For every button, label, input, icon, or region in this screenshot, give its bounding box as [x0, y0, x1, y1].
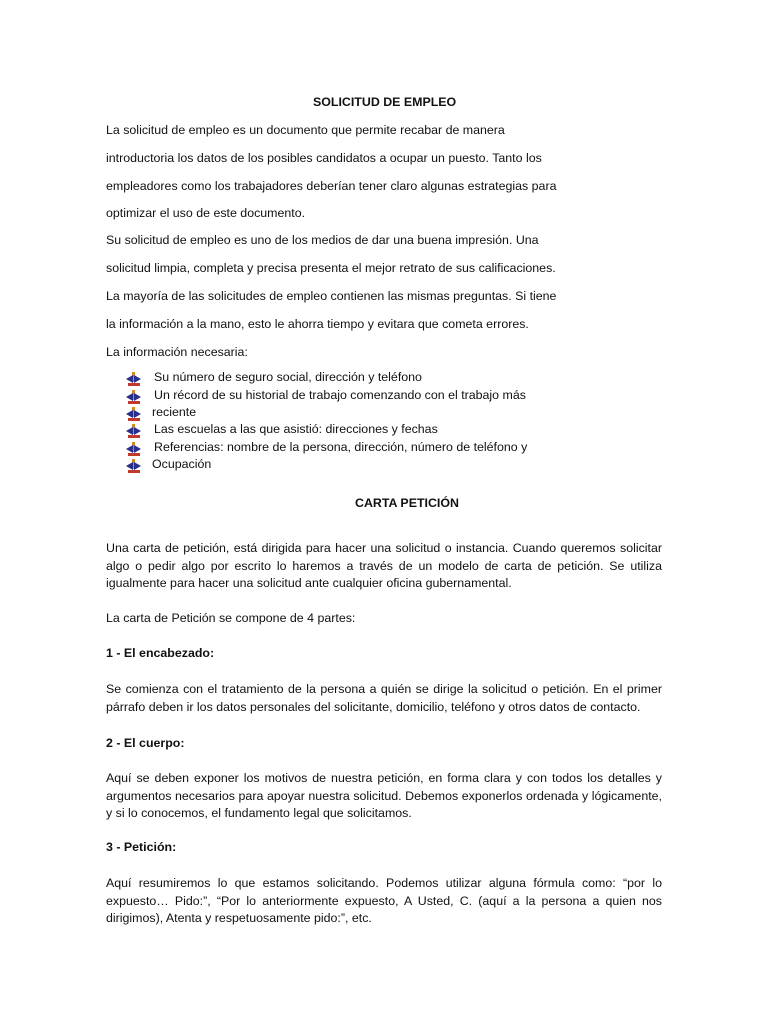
- list-item-text: Su número de seguro social, dirección y teléfono: [154, 370, 422, 384]
- section-body: Se comienza con el tratamiento de la persona a quién se dirige la solicitud o petición. En el primer párrafo deben ir los datos personales del solicitante, domicilio, teléfono y otros datos de contacto.: [106, 682, 662, 714]
- intro-line: empleadores como los trabajadores deberían tener claro algunas estrategias para: [106, 179, 557, 193]
- intro-line: la información a la mano, esto le ahorra tiempo y evitara que cometa errores.: [106, 317, 529, 331]
- list-item-text: Las escuelas a las que asistió: direcciones y fechas: [154, 422, 438, 436]
- arrow-bullet-icon: [126, 390, 142, 404]
- intro-line: La mayoría de las solicitudes de empleo contienen las mismas preguntas. Si tiene: [106, 289, 557, 303]
- section-body: Aquí resumiremos lo que estamos solicitando. Podemos utilizar alguna fórmula como: “por lo expuesto… Pido:”, “Por lo anteriormente expuesto, A Usted, C. (aquí a la persona a quien nos dirigimos), Atenta y respetuosamente pido:”, etc.: [106, 876, 662, 925]
- section-heading: 3 - Petición:: [106, 840, 177, 854]
- intro-line: solicitud limpia, completa y precisa presenta el mejor retrato de sus calificaciones.: [106, 261, 556, 275]
- section-heading: 1 - El encabezado:: [106, 646, 215, 660]
- list-item-text: Ocupación: [152, 457, 212, 471]
- arrow-bullet-icon: [126, 407, 142, 421]
- intro-line: Su solicitud de empleo es uno de los medios de dar una buena impresión. Una: [106, 233, 539, 247]
- section-body: Aquí se deben exponer los motivos de nuestra petición, en forma clara y con todos los detalles y argumentos necesarios para apoyar nuestra solicitud. Debemos exponerlos ordenada y lógicamente, y si lo conocemos, el fundamento legal que solicitamos.: [106, 771, 662, 820]
- carta-intro-paragraph: Una carta de petición, está dirigida para hacer una solicitud o instancia. Cuando queremos solicitar algo o pedir algo por escrito lo haremos a través de un modelo de carta de petición. Se utiliza igualmente para hacer una solicitud ante cualquier oficina gubernamental.: [106, 541, 662, 590]
- arrow-bullet-icon: [126, 459, 142, 473]
- intro-line: La solicitud de empleo es un documento que permite recabar de manera: [106, 123, 505, 137]
- list-item-text: Referencias: nombre de la persona, dirección, número de teléfono y: [154, 440, 528, 454]
- arrow-bullet-icon: [126, 372, 142, 386]
- section-heading: 2 - El cuerpo:: [106, 736, 185, 750]
- partes-intro: La carta de Petición se compone de 4 partes:: [106, 611, 356, 625]
- intro-line: optimizar el uso de este documento.: [106, 206, 306, 220]
- section-title: CARTA PETICIÓN: [355, 496, 459, 510]
- intro-line: La información necesaria:: [106, 345, 248, 359]
- intro-line: introductoria los datos de los posibles candidatos a ocupar un puesto. Tanto los: [106, 151, 542, 165]
- document-title: SOLICITUD DE EMPLEO: [313, 95, 457, 109]
- arrow-bullet-icon: [126, 424, 142, 438]
- arrow-bullet-icon: [126, 442, 142, 456]
- list-item-text: reciente: [152, 405, 197, 419]
- list-item-text: Un récord de su historial de trabajo comenzando con el trabajo más: [154, 388, 526, 402]
